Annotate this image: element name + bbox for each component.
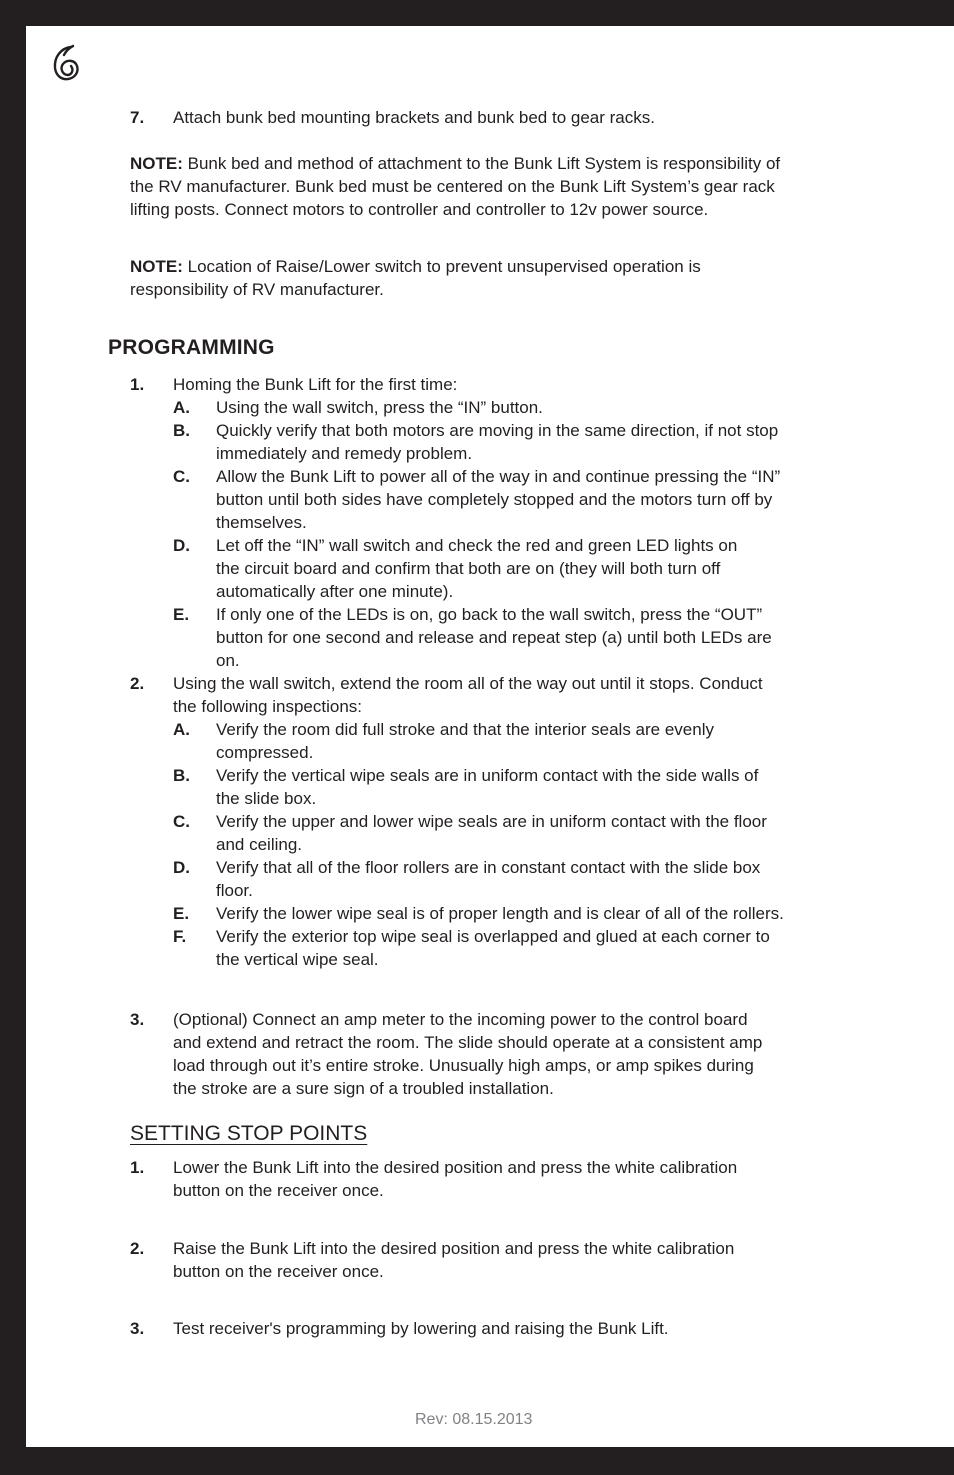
substep-text: Verify the lower wipe seal is of proper length and is clear of all of the rollers. xyxy=(216,904,784,923)
section-heading-stop-points: SETTING STOP POINTS xyxy=(130,1122,368,1145)
substep-text: Verify the room did full stroke and that the interior seals are evenly xyxy=(216,720,714,739)
substep-text: and ceiling. xyxy=(216,835,303,854)
note-line: Bunk bed and method of attachment to the Bunk Lift System is responsibility of xyxy=(187,154,781,173)
substep-letter: F. xyxy=(173,927,187,946)
substep-text: Verify that all of the floor rollers are in constant contact with the slide box xyxy=(216,858,761,877)
step-number: 1. xyxy=(130,1158,145,1177)
substep-letter: C. xyxy=(173,467,190,486)
step-number: 2. xyxy=(130,674,145,693)
section-heading-programming: PROGRAMMING xyxy=(108,336,275,359)
page-number-six-icon xyxy=(52,44,82,82)
step-number: 1. xyxy=(130,375,145,394)
substep-letter: A. xyxy=(173,720,190,739)
substep-text: Verify the upper and lower wipe seals are in uniform contact with the floor xyxy=(216,812,767,831)
document-page xyxy=(26,26,954,1447)
substep-text: button until both sides have completely stopped and the motors turn off by xyxy=(216,490,773,509)
substep-text: Allow the Bunk Lift to power all of the way in and continue pressing the “IN” xyxy=(216,467,781,486)
note-label: NOTE: xyxy=(130,154,183,173)
substep-letter: D. xyxy=(173,858,190,877)
substep-text: immediately and remedy problem. xyxy=(216,444,473,463)
substep-letter: E. xyxy=(173,904,190,923)
step-number: 2. xyxy=(130,1239,145,1258)
step-text: Attach bunk bed mounting brackets and bunk bed to gear racks. xyxy=(173,108,655,127)
revision-footer: Rev: 08.15.2013 xyxy=(415,1411,533,1428)
substep-text: on. xyxy=(216,651,240,670)
step-text: and extend and retract the room. The slide should operate at a consistent amp xyxy=(173,1033,763,1052)
note-2 xyxy=(130,255,850,301)
substep-text: automatically after one minute). xyxy=(216,582,454,601)
substep-text: floor. xyxy=(216,881,253,900)
note-label: NOTE: xyxy=(130,257,183,276)
note-line: Location of Raise/Lower switch to prevent unsupervised operation is xyxy=(187,257,701,276)
step-text: Raise the Bunk Lift into the desired position and press the white calibration xyxy=(173,1239,735,1258)
note-line: the RV manufacturer. Bunk bed must be centered on the Bunk Lift System’s gear rack xyxy=(130,177,775,196)
substep-text: Verify the vertical wipe seals are in uniform contact with the side walls of xyxy=(216,766,759,785)
substep-letter: B. xyxy=(173,421,190,440)
step-text: Lower the Bunk Lift into the desired position and press the white calibration xyxy=(173,1158,738,1177)
step-number: 3. xyxy=(130,1319,145,1338)
substep-text: compressed. xyxy=(216,743,314,762)
step-number: 7. xyxy=(130,108,145,127)
step-text: the following inspections: xyxy=(173,697,363,716)
step-text: load through out it’s entire stroke. Unusually high amps, or amp spikes during xyxy=(173,1056,754,1075)
substep-letter: B. xyxy=(173,766,190,785)
substep-text: themselves. xyxy=(216,513,307,532)
substep-text: Let off the “IN” wall switch and check the red and green LED lights on xyxy=(216,536,738,555)
note-line: responsibility of RV manufacturer. xyxy=(130,280,384,299)
step-text: (Optional) Connect an amp meter to the incoming power to the control board xyxy=(173,1010,748,1029)
substep-letter: E. xyxy=(173,605,190,624)
substep-text: Using the wall switch, press the “IN” button. xyxy=(216,398,543,417)
step-number: 3. xyxy=(130,1010,145,1029)
step-text: Using the wall switch, extend the room all of the way out until it stops. Conduct xyxy=(173,674,763,693)
substep-text: the slide box. xyxy=(216,789,317,808)
note-1 xyxy=(130,152,850,221)
step-text: Test receiver's programming by lowering and raising the Bunk Lift. xyxy=(173,1319,669,1338)
step-text: Homing the Bunk Lift for the first time: xyxy=(173,375,458,394)
substep-letter: A. xyxy=(173,398,190,417)
substep-text: the circuit board and confirm that both are on (they will both turn off xyxy=(216,559,721,578)
substep-text: the vertical wipe seal. xyxy=(216,950,379,969)
substep-letter: D. xyxy=(173,536,190,555)
substep-text: button for one second and release and repeat step (a) until both LEDs are xyxy=(216,628,772,647)
substep-letter: C. xyxy=(173,812,190,831)
substep-text: Verify the exterior top wipe seal is overlapped and glued at each corner to xyxy=(216,927,770,946)
note-line: lifting posts. Connect motors to controller and controller to 12v power source. xyxy=(130,200,709,219)
substep-text: Quickly verify that both motors are moving in the same direction, if not stop xyxy=(216,421,779,440)
step-text: the stroke are a sure sign of a troubled installation. xyxy=(173,1079,554,1098)
step-text: button on the receiver once. xyxy=(173,1262,384,1281)
step-text: button on the receiver once. xyxy=(173,1181,384,1200)
substep-text: If only one of the LEDs is on, go back to the wall switch, press the “OUT” xyxy=(216,605,763,624)
